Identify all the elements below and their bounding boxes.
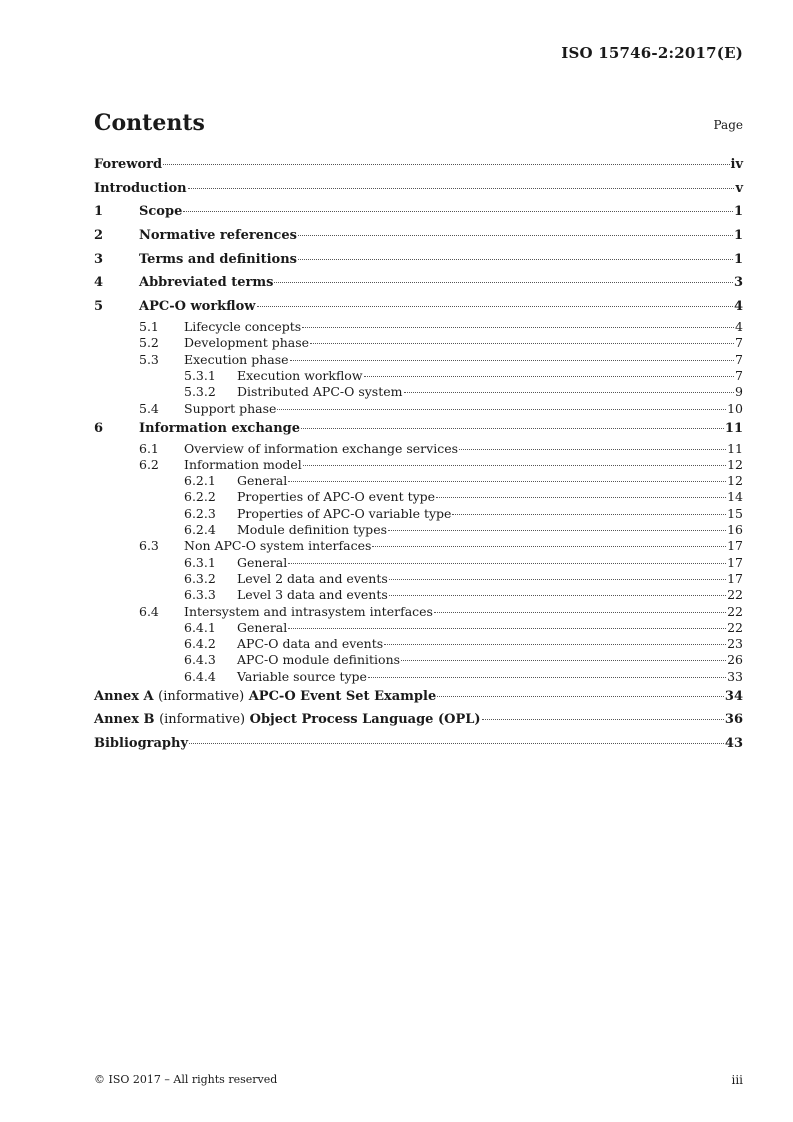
toc-entry-number: 4: [94, 275, 104, 291]
toc-entry[interactable]: [94, 457, 743, 473]
toc-entry-number: 6.4.4: [184, 668, 216, 684]
document-identifier: ISO 15746-2:2017(E): [561, 44, 743, 62]
toc-entry-number: 6.3.1: [184, 554, 216, 570]
toc-entry-title: Variable source type: [237, 668, 367, 684]
toc-entry-page: 4: [735, 319, 743, 335]
toc-entry[interactable]: [94, 384, 743, 400]
dot-leader: [189, 743, 724, 744]
toc-entry-page: 14: [727, 489, 743, 505]
table-of-contents: [94, 157, 743, 756]
dot-leader: [388, 530, 726, 531]
toc-entry-number: 6.1: [139, 440, 159, 456]
dot-leader: [401, 660, 726, 661]
dot-leader: [288, 563, 726, 564]
dot-leader: [301, 428, 724, 429]
toc-entry-page: 12: [727, 456, 743, 472]
toc-entry-number: 6.3: [139, 538, 159, 554]
toc-entry-page: 1: [733, 204, 743, 220]
toc-entry-page: 7: [735, 335, 743, 351]
dot-leader: [310, 343, 734, 344]
dot-leader: [257, 306, 733, 307]
toc-entry-title: General: [237, 619, 288, 635]
toc-entry-page: 11: [724, 420, 743, 436]
toc-entry-number: 6.2: [139, 456, 159, 472]
toc-entry[interactable]: [94, 275, 743, 295]
toc-entry-title: [94, 689, 436, 704]
toc-entry-title: Development phase: [184, 335, 310, 351]
toc-entry-page: 3: [733, 275, 743, 291]
toc-entry-title: Information exchange: [139, 420, 301, 436]
toc-entry-title: General: [237, 554, 288, 570]
dot-leader: [437, 696, 724, 697]
toc-entry[interactable]: [94, 228, 743, 248]
toc-entry[interactable]: [94, 421, 743, 441]
page-number: iii: [731, 1073, 743, 1087]
toc-entry[interactable]: [94, 522, 743, 538]
toc-entry[interactable]: [94, 636, 743, 652]
toc-entry-title: Level 3 data and events: [237, 587, 388, 603]
toc-entry-title: Lifecycle concepts: [184, 319, 302, 335]
toc-entry-title: APC-O module definitions: [237, 652, 401, 668]
dot-leader: [372, 546, 726, 547]
annex-title: APC-O Event Set Example: [248, 688, 437, 704]
toc-entry-number: 5.3.1: [184, 368, 216, 384]
dot-leader: [288, 481, 726, 482]
toc-entry-page: 43: [724, 736, 743, 752]
toc-entry-page: 11: [727, 440, 743, 456]
toc-entry[interactable]: [94, 473, 743, 489]
toc-entry-page: 36: [724, 712, 743, 728]
toc-entry-page: 23: [727, 636, 743, 652]
toc-entry[interactable]: [94, 689, 743, 709]
toc-entry-number: 5.3: [139, 351, 159, 367]
toc-entry[interactable]: [94, 669, 743, 685]
toc-entry-number: 6.2.2: [184, 489, 216, 505]
page-column-label: Page: [713, 118, 743, 132]
toc-entry-number: 5: [94, 299, 104, 315]
toc-entry-title: Non APC-O system interfaces: [184, 538, 372, 554]
copyright-notice: © ISO 2017 – All rights reserved: [94, 1073, 278, 1086]
toc-entry-title: Execution phase: [184, 351, 289, 367]
toc-entry[interactable]: [94, 181, 743, 201]
toc-entry-page: 22: [727, 587, 743, 603]
dot-leader: [302, 327, 734, 328]
toc-entry-title: [94, 712, 481, 727]
toc-entry-title: Foreword: [94, 157, 163, 172]
toc-entry-title: Overview of information exchange services: [184, 440, 459, 456]
toc-entry-number: 6.4.3: [184, 652, 216, 668]
toc-entry[interactable]: [94, 736, 743, 756]
toc-entry-title: Distributed APC-O system: [237, 384, 403, 400]
toc-entry[interactable]: [94, 571, 743, 587]
toc-entry[interactable]: [94, 335, 743, 351]
toc-entry-number: 2: [94, 228, 104, 244]
toc-entry-title: Properties of APC-O variable type: [237, 505, 452, 521]
toc-entry-number: 5.3.2: [184, 384, 216, 400]
toc-entry-page: 15: [727, 505, 743, 521]
toc-entry-number: 6.4: [139, 603, 159, 619]
toc-entry[interactable]: [94, 604, 743, 620]
toc-entry[interactable]: [94, 489, 743, 505]
toc-entry-title: Properties of APC-O event type: [237, 489, 436, 505]
dot-leader: [364, 376, 735, 377]
dot-leader: [368, 677, 726, 678]
toc-entry[interactable]: [94, 555, 743, 571]
toc-entry-page: 16: [727, 522, 743, 538]
toc-entry[interactable]: [94, 352, 743, 368]
toc-entry-page: 26: [727, 652, 743, 668]
toc-entry-number: 6.2.4: [184, 522, 216, 538]
toc-entry-page: 1: [733, 251, 743, 267]
dot-leader: [404, 392, 735, 393]
toc-entry-page: 12: [727, 473, 743, 489]
toc-entry-title: Support phase: [184, 400, 277, 416]
toc-entry-number: 1: [94, 204, 104, 220]
dot-leader: [188, 188, 735, 189]
toc-entry-page: 22: [727, 603, 743, 619]
dot-leader: [163, 164, 729, 165]
toc-entry-page: 1: [733, 228, 743, 244]
toc-entry-title: Level 2 data and events: [237, 570, 388, 586]
annex-label: Annex B: [94, 712, 155, 728]
dot-leader: [482, 719, 724, 720]
toc-entry-page: 34: [724, 688, 743, 704]
toc-entry-page: 17: [727, 570, 743, 586]
toc-entry-title: Normative references: [139, 228, 297, 244]
toc-entry[interactable]: [94, 620, 743, 636]
toc-entry-number: 6.4.2: [184, 636, 216, 652]
toc-entry-number: 6.3.3: [184, 587, 216, 603]
toc-entry-page: iv: [730, 157, 743, 172]
dot-leader: [436, 497, 726, 498]
toc-entry-title: Module definition types: [237, 522, 387, 538]
toc-entry-page: 17: [727, 538, 743, 554]
toc-entry-title: Intersystem and intrasystem interfaces: [184, 603, 433, 619]
toc-entry[interactable]: [94, 441, 743, 457]
toc-entry[interactable]: [94, 652, 743, 668]
dot-leader: [459, 449, 726, 450]
dot-leader: [290, 360, 735, 361]
toc-entry-number: 6: [94, 420, 104, 436]
toc-entry-page: 33: [727, 668, 743, 684]
toc-entry-page: 17: [727, 554, 743, 570]
toc-entry-page: v: [735, 180, 743, 196]
toc-entry-title: Abbreviated terms: [139, 275, 274, 291]
toc-entry-title: Bibliography: [94, 736, 189, 752]
toc-entry[interactable]: [94, 368, 743, 384]
toc-entry-page: 7: [735, 368, 743, 384]
dot-leader: [277, 409, 726, 410]
dot-leader: [452, 514, 726, 515]
dot-leader: [434, 612, 726, 613]
dot-leader: [389, 595, 726, 596]
toc-entry-title: APC-O data and events: [237, 636, 384, 652]
toc-entry-page: 22: [727, 619, 743, 635]
dot-leader: [298, 235, 733, 236]
toc-entry-title: APC-O workflow: [139, 299, 256, 315]
annex-title: Object Process Language (OPL): [249, 712, 481, 728]
toc-entry-number: 3: [94, 251, 104, 267]
toc-entry-title: Scope: [139, 204, 183, 220]
toc-entry-page: 9: [735, 384, 743, 400]
toc-entry[interactable]: [94, 587, 743, 603]
toc-entry[interactable]: [94, 401, 743, 417]
toc-entry-number: 6.2.3: [184, 505, 216, 521]
toc-entry[interactable]: [94, 712, 743, 732]
dot-leader: [298, 259, 733, 260]
toc-entry-number: 5.1: [139, 319, 159, 335]
annex-label: Annex A: [94, 688, 154, 704]
contents-heading: Contents: [94, 110, 205, 136]
dot-leader: [389, 579, 726, 580]
toc-entry-title: Introduction: [94, 180, 187, 196]
annex-note: (informative): [159, 712, 246, 728]
toc-entry-page: 4: [733, 299, 743, 315]
toc-entry-title: Information model: [184, 456, 302, 472]
dot-leader: [183, 211, 733, 212]
dot-leader: [288, 628, 726, 629]
toc-entry-number: 6.4.1: [184, 619, 216, 635]
toc-entry[interactable]: [94, 299, 743, 319]
toc-entry[interactable]: [94, 319, 743, 335]
dot-leader: [303, 465, 726, 466]
toc-entry[interactable]: [94, 506, 743, 522]
toc-entry[interactable]: [94, 538, 743, 554]
toc-entry-number: 5.2: [139, 335, 159, 351]
toc-entry-title: General: [237, 473, 288, 489]
toc-entry-number: 5.4: [139, 400, 159, 416]
toc-entry-title: Execution workflow: [237, 368, 363, 384]
annex-note: (informative): [158, 688, 245, 704]
toc-entry[interactable]: [94, 157, 743, 177]
dot-leader: [274, 282, 733, 283]
toc-entry-page: 10: [727, 400, 743, 416]
toc-entry[interactable]: [94, 252, 743, 272]
toc-entry-title: Terms and definitions: [139, 251, 297, 267]
toc-entry[interactable]: [94, 204, 743, 224]
toc-entry-number: 6.3.2: [184, 570, 216, 586]
dot-leader: [384, 644, 726, 645]
toc-entry-number: 6.2.1: [184, 473, 216, 489]
toc-entry-page: 7: [735, 351, 743, 367]
